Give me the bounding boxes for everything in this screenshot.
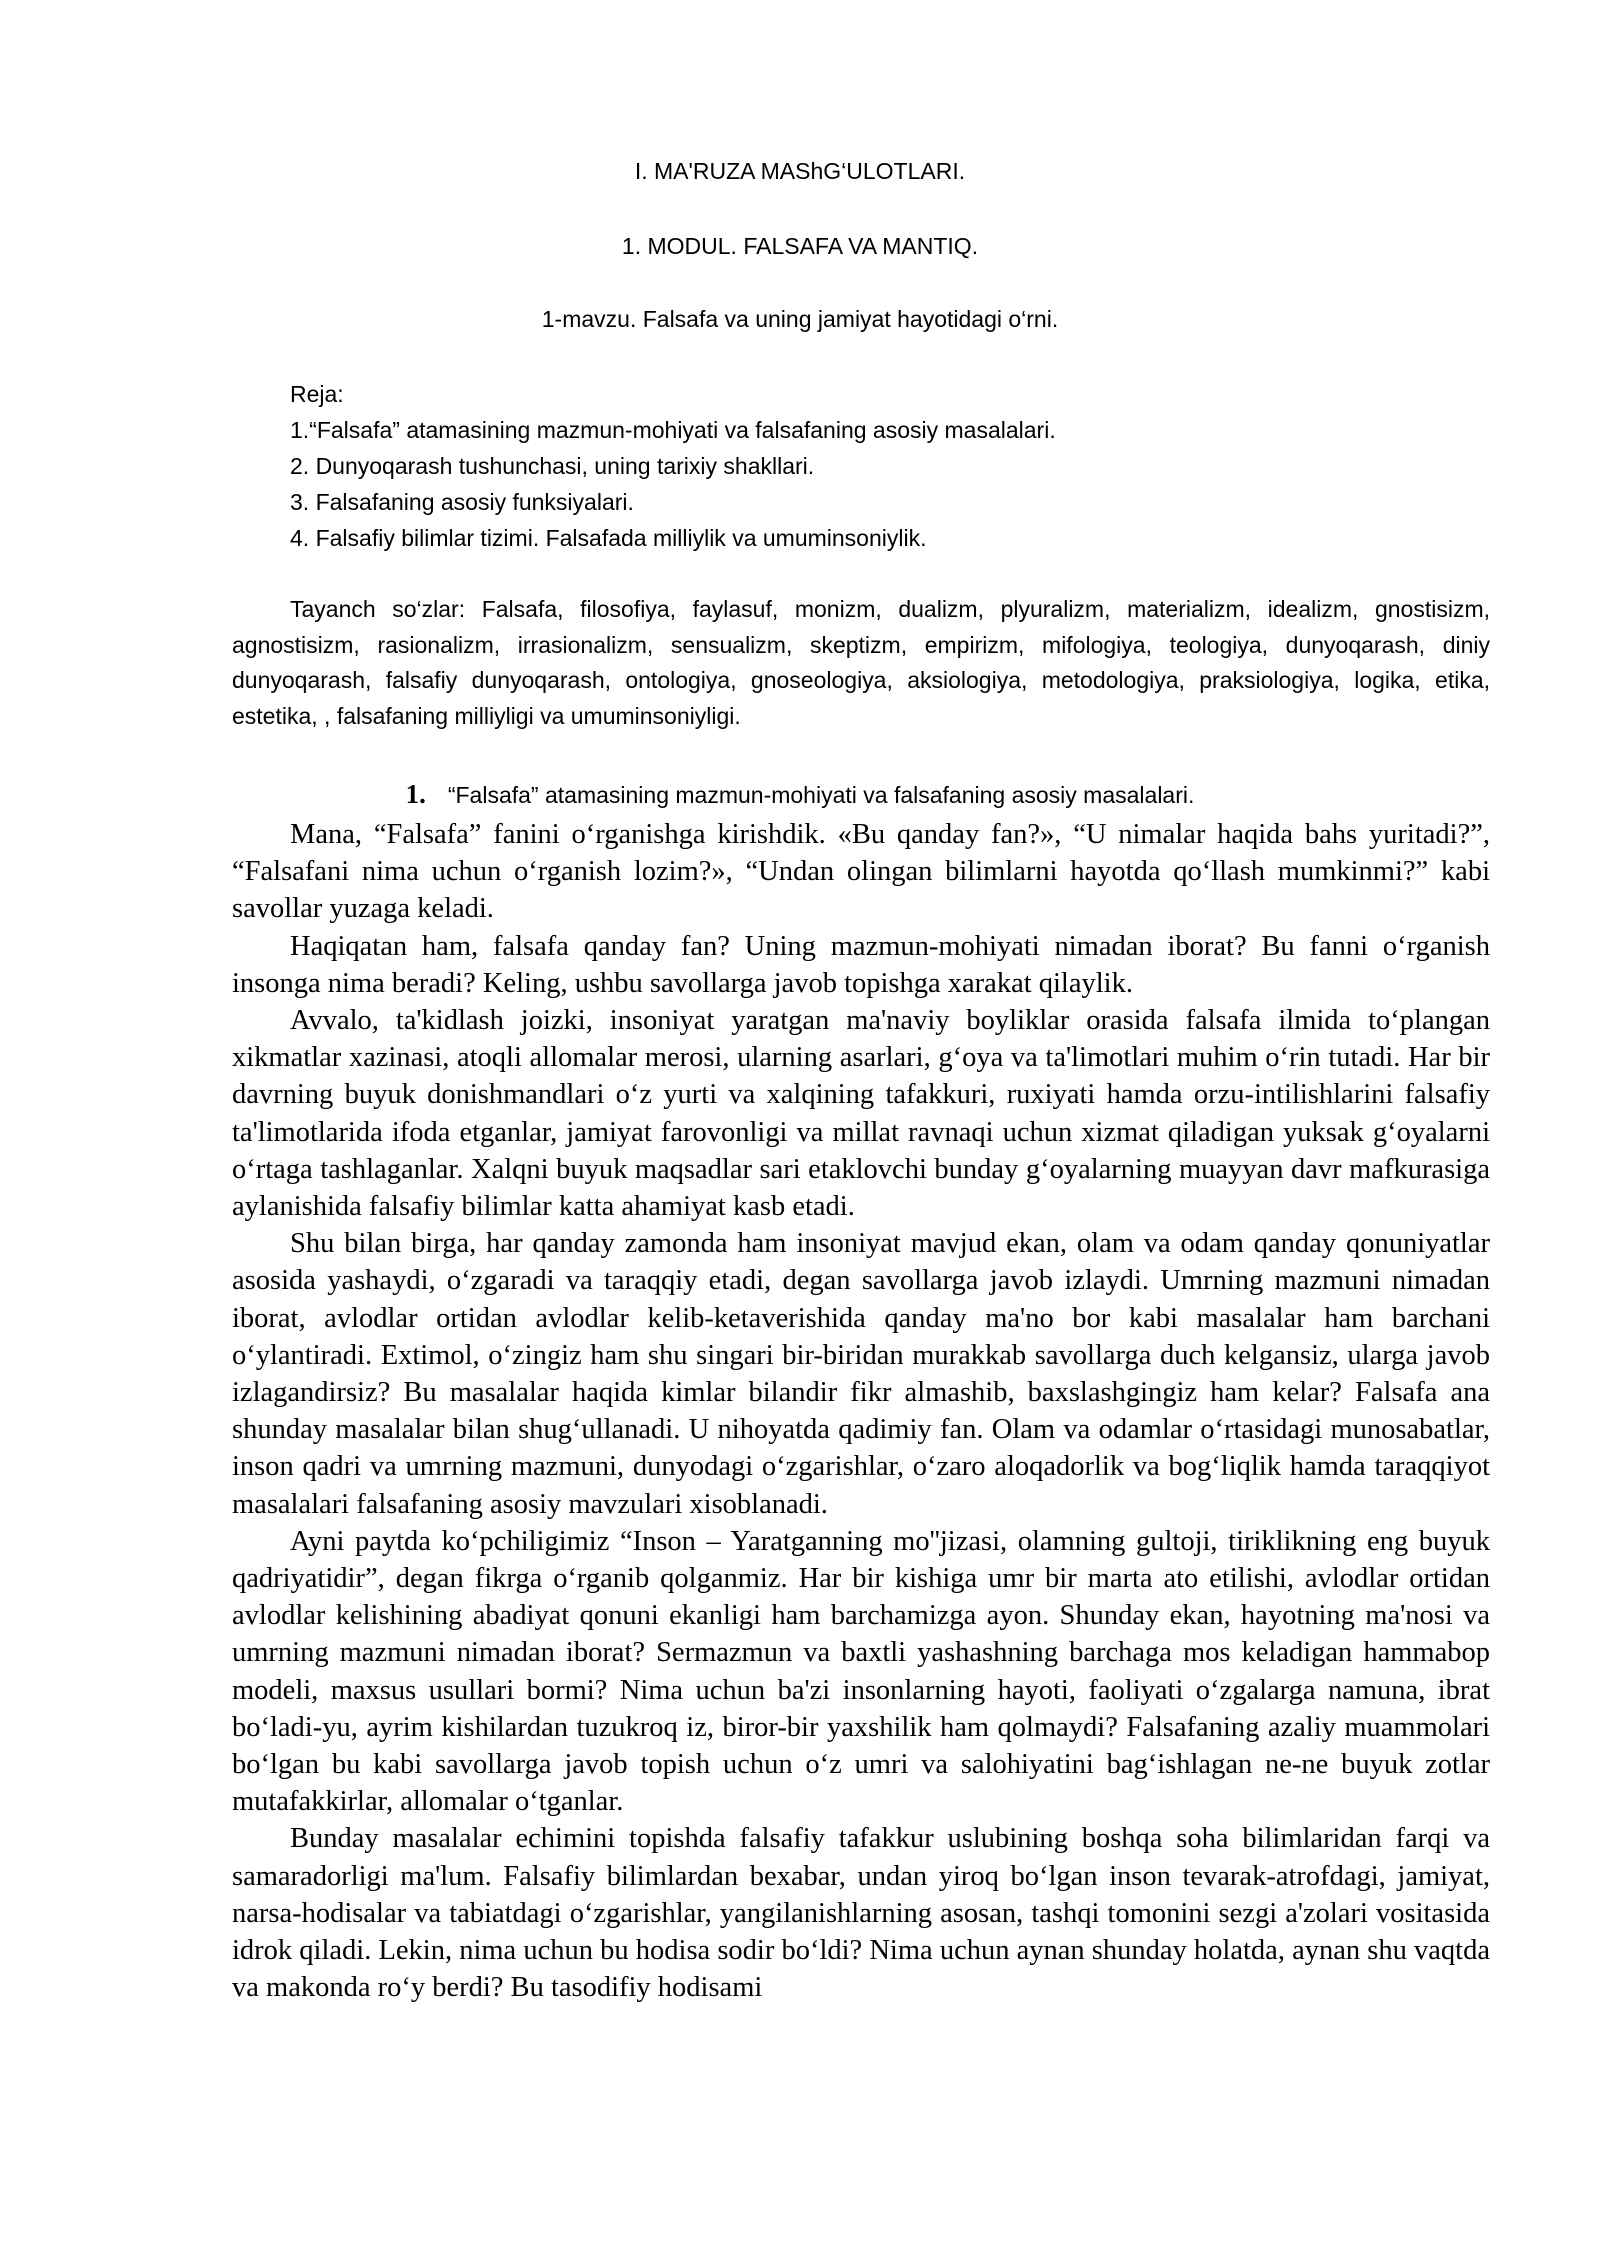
plan-heading: Reja: [290,381,344,407]
body-paragraph: Haqiqatan ham, falsafa qanday fan? Uning mazmun-mohiyati nimadan iborat? Bu fanni o‘rganish insonga nima beradi? Keling, ushbu savollarga javob topishga xarakat qilaylik. [232,930,1490,999]
section-heading [0,778,1600,811]
plan-item: 1.“Falsafa” atamasining mazmun-mohiyati va falsafaning asosiy masalalari. [290,417,1056,443]
plan-section [290,376,1490,556]
plan-item: 3. Falsafaning asosiy funksiyalari. [290,489,634,515]
keywords-label: Tayanch so‘zlar: [290,596,466,622]
section-title: “Falsafa” atamasining mazmun-mohiyati va falsafaning asosiy masalalari. [447,782,1195,808]
topic-heading: 1-mavzu. Falsafa va uning jamiyat hayotidagi o‘rni. [541,306,1059,332]
document-title: I. MA'RUZA MAShG‘ULOTLARI. [634,158,966,184]
keywords-paragraph [232,592,1490,734]
plan-item: 4. Falsafiy bilimlar tizimi. Falsafada milliylik va umuminsoniylik. [290,525,927,551]
module-heading: 1. MODUL. FALSAFA VA MANTIQ. [621,233,979,259]
section-number: 1. [405,779,426,809]
body-paragraph: Shu bilan birga, har qanday zamonda ham insoniyat mavjud ekan, olam va odam qanday qonuniyatlar asosida yashaydi, o‘zgaradi va taraqqiy etadi, degan savollarga javob izlaydi. Umrning mazmuni nimadan iborat, avlodlar ortidan avlodlar kelib-ketaverishida qanday ma'no bor kabi masalalar ham barchani o‘ylantiradi. Extimol, o‘zingiz ham shu singari bir-biridan murakkab savollarga duch kelgansiz, ularga javob izlagandirsiz? Bu masalalar haqida kimlar bilandir fikr almashib, baxslashgingiz ham kelar? Falsafa ana shunday masalalar bilan shug‘ullanadi. U nihoyatda qadimiy fan. Olam va odamlar o‘rtasidagi munosabatlar, inson qadri va umrning mazmuni, dunyodagi o‘zgarishlar, o‘zaro aloqadorlik va bog‘liqlik hamda taraqqiyot masalalari falsafaning asosiy mavzulari xisoblanadi. [232,1228,1490,1520]
body-text [232,816,1490,2007]
body-paragraph: Ayni paytda ko‘pchiligimiz “Inson – Yaratganning mo''jizasi, olamning gultoji, tiriklikning eng buyuk qadriyatidir”, degan fikrga o‘rganib qolganmiz. Har bir kishiga umr bir marta ato etilishi, avlodlar ortidan avlodlar kelishining abadiyat qonuni ekanligi ham barchamizga ayon. Shunday ekan, hayotning ma'nosi va umrning mazmuni nimadan iborat? Sermazmun va baxtli yashashning barchaga mos keladigan hammabop modeli, maxsus usullari bormi? Nima uchun ba'zi insonlarning hayoti, faoliyati o‘zgalarga namuna, ibrat bo‘ladi-yu, ayrim kishilardan tuzukroq iz, biror-bir yaxshilik ham qolmaydi? Falsafaning azaliy muammolari bo‘lgan bu kabi savollarga javob topish uchun o‘z umri va salohiyatini bag‘ishlagan ne-ne buyuk zotlar mutafakkirlar, allomalar o‘tganlar. [232,1525,1490,1818]
body-paragraph: Avvalo, ta'kidlash joizki, insoniyat yaratgan ma'naviy boyliklar orasida falsafa ilmida to‘plangan xikmatlar xazinasi, atoqli allomalar merosi, ularning asarlari, g‘oya va ta'limotlari muhim o‘rin tutadi. Har bir davrning buyuk donishmandlari o‘z yurti va xalqining tafakkuri, ruxiyati hamda orzu-intilishlarini falsafiy ta'limotlarida ifoda etganlar, jamiyat farovonligi va millat ravnaqi uchun xizmat qiladigan yuksak g‘oyalarni o‘rtaga tashlaganlar. Xalqni buyuk maqsadlar sari etaklovchi bunday g‘oyalarning muayyan davr mafkurasiga aylanishida falsafiy bilimlar katta ahamiyat kasb etadi. [232,1005,1490,1223]
keywords-text: Falsafa, filosofiya, faylasuf, monizm, dualizm, plyuralizm, materializm, idealizm, gnostisizm, agnostisizm, rasionalizm, irrasionalizm, sensualizm, skeptizm, empirizm, mifologiya, teologiya, dunyoqarash, diniy dunyoqarash, falsafiy dunyoqarash, ontologiya, gnoseologiya, aksiologiya, metodologiya, praksiologiya, logika, etika, estetika, , falsafaning milliyligi va umuminsoniyligi. [232,596,1491,729]
body-paragraph: Bunday masalalar echimini topishda falsafiy tafakkur uslubining boshqa soha bilimlaridan farqi va samaradorligi ma'lum. Falsafiy bilimlardan bexabar, undan yiroq bo‘lgan inson tevarak-atrofdagi, jamiyat, narsa-hodisalar va tabiatdagi o‘zgarishlar, yangilanishlarning asosan, tashqi tomonini sezgi a'zolari vositasida idrok qiladi. Lekin, nima uchun bu hodisa sodir bo‘ldi? Nima uchun aynan shunday holatda, aynan shu vaqtda va makonda ro‘y berdi? Bu tasodifiy hodisami [232,1823,1490,2004]
body-paragraph: Mana, “Falsafa” fanini o‘rganishga kirishdik. «Bu qanday fan?», “U nimalar haqida bahs yuritadi?”, “Falsafani nima uchun o‘rganish lozim?», “Undan olingan bilimlarni hayotda qo‘llash mumkinmi?” kabi savollar yuzaga keladi. [232,819,1490,925]
plan-item: 2. Dunyoqarash tushunchasi, uning tarixiy shakllari. [290,453,815,479]
